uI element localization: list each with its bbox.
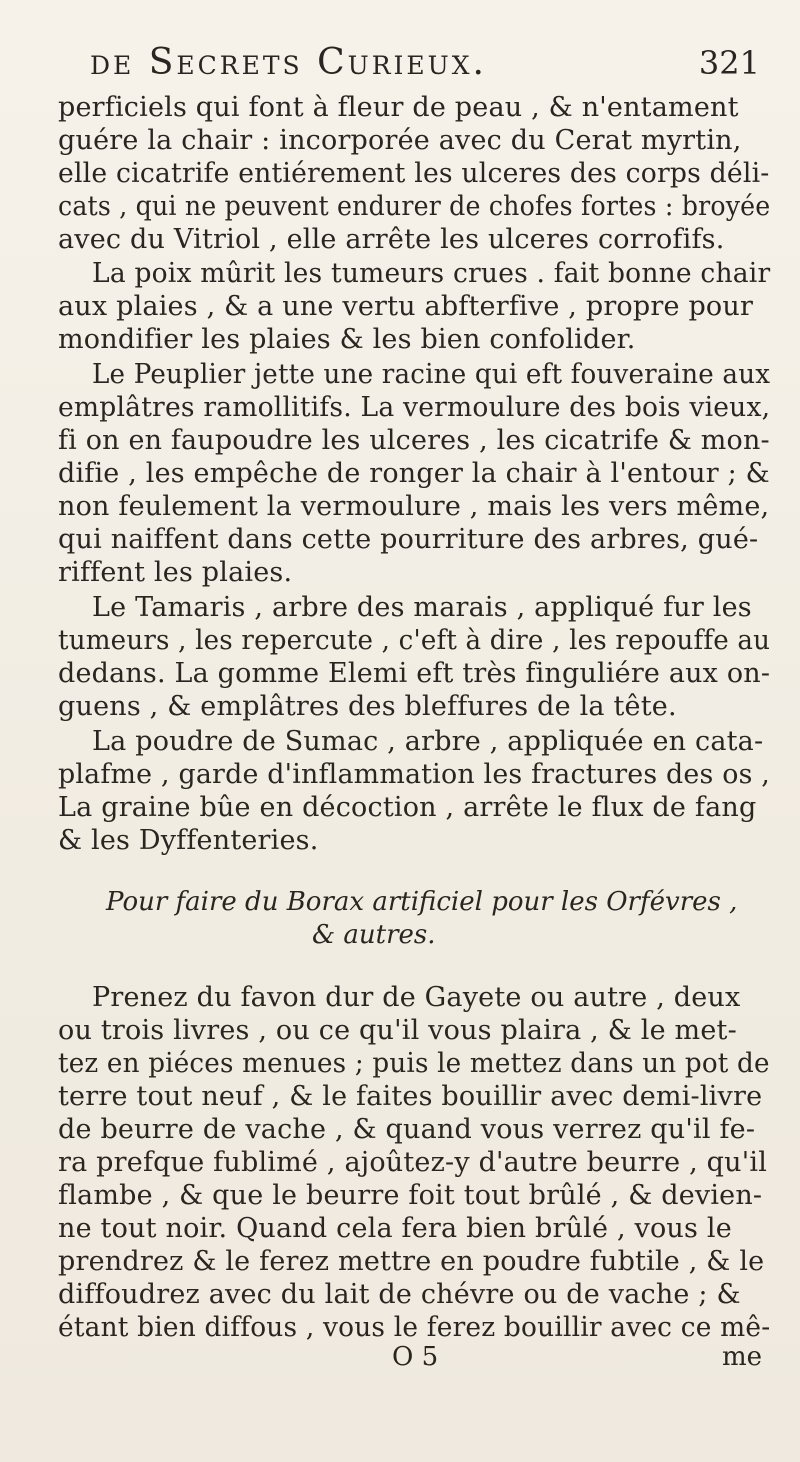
text-line: ou trois livres , ou ce qu'il vous plaira , & le met- — [58, 1015, 737, 1046]
text-line: tez en piéces menues ; puis le mettez dans un pot de — [58, 1048, 770, 1079]
page-number: 321 — [698, 44, 760, 82]
text-line: elle cicatrife entiérement les ulceres des corps déli- — [58, 158, 770, 189]
section-heading-line: Pour faire du Borax artificiel pour les Orfévres , — [106, 887, 738, 917]
text-line: dedans. La gomme Elemi eft très finguliére aux on- — [58, 658, 771, 689]
text-line: emplâtres ramollitifs. La vermoulure des bois vieux, — [58, 392, 771, 423]
catchword: me — [722, 1342, 763, 1372]
text-line: qui naiffent dans cette pourriture des arbres, gué- — [58, 524, 759, 555]
text-line: La graine bûe en décoction , arrête le flux de fang — [58, 792, 757, 823]
text-line: plafme , garde d'inflammation les fractures des os , — [58, 759, 771, 790]
text-line: guens , & emplâtres des bleffures de la tête. — [58, 691, 677, 722]
text-line: Le Peuplier jette une racine qui eft fouveraine aux — [92, 359, 771, 390]
text-line: La poudre de Sumac , arbre , appliquée en cata- — [92, 726, 764, 757]
text-line: fi on en faupoudre les ulceres , les cicatrife & mon- — [58, 425, 770, 456]
section-heading-line: & autres. — [312, 920, 436, 950]
text-line: étant bien diffous , vous le ferez bouillir avec ce mê- — [58, 1312, 771, 1343]
running-title: de Secrets Curieux. — [90, 42, 487, 83]
text-line: tumeurs , les repercute , c'eft à dire , les repouffe au — [58, 625, 771, 656]
text-line: flambe , & que le beurre foit tout brûlé , & devien- — [58, 1180, 763, 1211]
text-line: de beurre de vache , & quand vous verrez qu'il fe- — [58, 1114, 756, 1145]
text-line: La poix mûrit les tumeurs crues . fait bonne chair — [92, 258, 771, 289]
text-line: ne tout noir. Quand cela fera bien brûlé , vous le — [58, 1213, 732, 1244]
signature-mark: O 5 — [392, 1342, 439, 1372]
text-line: cats , qui ne peuvent endurer de chofes fortes : broyée — [58, 191, 771, 222]
text-line: ra prefque fublimé , ajoûtez-y d'autre beurre , qu'il — [58, 1147, 768, 1178]
text-line: Prenez du favon dur de Gayete ou autre , deux — [92, 982, 741, 1013]
text-line: prendrez & le ferez mettre en poudre fubtile , & le — [58, 1246, 765, 1277]
text-line: aux plaies , & a une vertu abfterfive , propre pour — [58, 291, 754, 322]
text-line: non feulement la vermoulure , mais les vers même, — [58, 491, 770, 522]
text-line: avec du Vitriol , elle arrête les ulceres corrofifs. — [58, 224, 725, 255]
text-line: diffoudrez avec du lait de chévre ou de vache ; & — [58, 1279, 741, 1310]
text-line: perficiels qui font à fleur de peau , & n'entament — [58, 92, 739, 123]
text-line: riffent les plaies. — [58, 557, 293, 588]
text-line: terre tout neuf , & le faites bouillir avec demi-livre — [58, 1081, 763, 1112]
text-line: Le Tamaris , arbre des marais , appliqué fur les — [92, 592, 752, 623]
running-header — [60, 38, 760, 88]
text-line: guére la chair : incorporée avec du Cerat myrtin, — [58, 125, 742, 156]
text-line: difie , les empêche de ronger la chair à l'entour ; & — [58, 458, 770, 489]
text-line: & les Dyffenteries. — [58, 825, 319, 856]
text-line: mondifier les plaies & les bien confolider. — [58, 324, 636, 355]
